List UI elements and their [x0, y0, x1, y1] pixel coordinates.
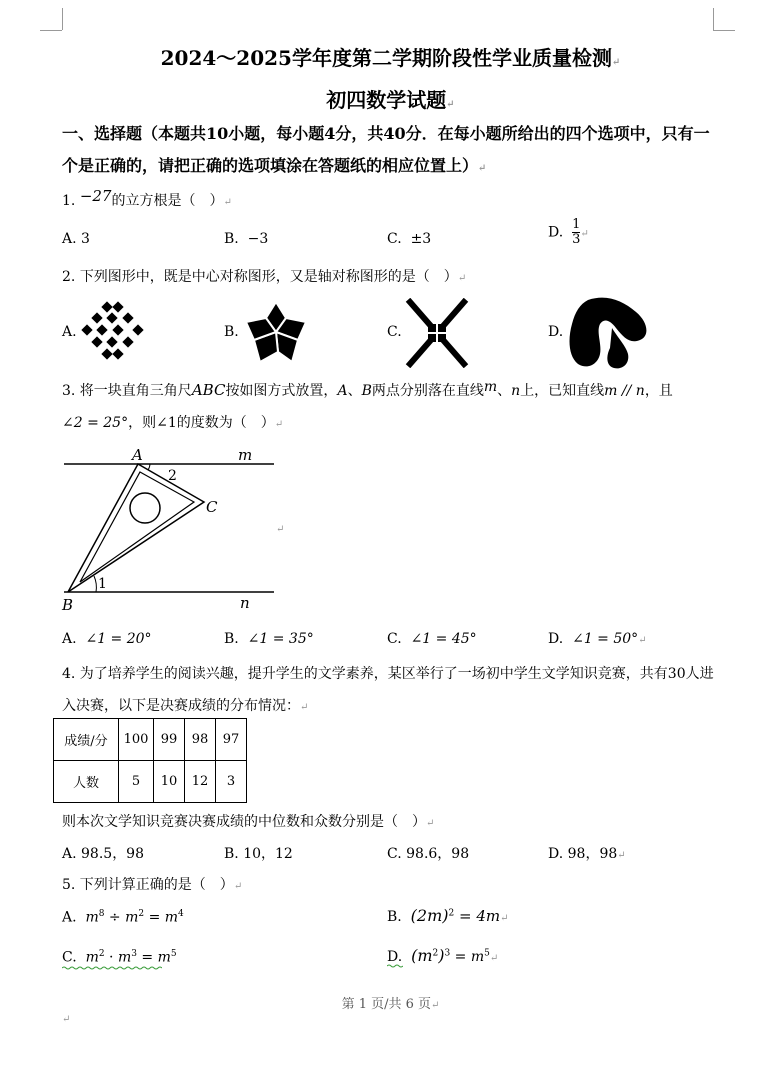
page-title: 2024～2025学年度第二学期阶段性学业质量检测↵: [160, 46, 621, 70]
q2-option-b[interactable]: B.: [224, 324, 239, 340]
crop-mark-left-v: [62, 8, 63, 30]
table-cell: 12: [185, 761, 216, 803]
table-cell: 99: [154, 719, 185, 761]
question-3-line2: ∠2 = 25°，则∠1的度数为（ ）↵: [62, 415, 284, 431]
table-row: [54, 761, 247, 803]
q5-option-b[interactable]: B. $(2m)^2$ = 4m↵: [387, 906, 509, 925]
spellcheck-underline: [387, 964, 403, 968]
q4-option-b[interactable]: B. 10，12: [224, 846, 293, 862]
q5-option-d[interactable]: D. $(m^2)^3$ = $m^5↵$: [387, 946, 499, 965]
q3-option-c[interactable]: C. ∠1 = 45°: [387, 631, 477, 647]
q1-option-c[interactable]: C. ±3: [387, 231, 432, 247]
question-4-prompt: 则本次文学知识竞赛决赛成绩的中位数和众数分别是（ ）↵: [62, 814, 435, 830]
q2-option-c[interactable]: C.: [387, 324, 402, 340]
section-instructions: 一、选择题（本题共10小题，每小题4分，共40分．在每小题所给出的四个选项中，只有一个是正确的，请把正确的选项填涂在答题纸的相应位置上）↵: [62, 124, 710, 175]
q5-option-c[interactable]: C. $m^2 \cdot m^3 = m^5$: [62, 949, 177, 966]
figure-a-diamond-chevrons: [80, 300, 150, 364]
table-header-cell: 人数: [54, 761, 119, 803]
table-row: [54, 719, 247, 761]
crop-mark-right-v: [713, 8, 714, 30]
figure-b-pentagon-star: [242, 300, 310, 366]
spellcheck-underline: [62, 966, 162, 970]
crop-mark-right-h: [713, 30, 735, 31]
q1-option-a[interactable]: A. 3: [62, 231, 90, 247]
q5-option-a[interactable]: A. $m^8 \div m^2 = m^4$: [62, 909, 184, 926]
q4-option-c[interactable]: C. 98.6，98: [387, 846, 470, 862]
q4-option-d[interactable]: D. 98，98↵: [548, 846, 626, 862]
crop-mark-left-h: [40, 30, 62, 31]
table-cell: 10: [154, 761, 185, 803]
figure-d-blob-shape: [566, 294, 652, 372]
table-cell: 5: [119, 761, 154, 803]
question-3-line1: 3. 将一块直角三角尺ABC按如图方式放置，A、B两点分别落在直线m、n上，已知直线m // n，且: [62, 379, 673, 399]
label-c: C: [206, 498, 218, 516]
table-cell: 98: [185, 719, 216, 761]
q1-option-b[interactable]: B. −3: [224, 231, 269, 247]
question-5: 5. 下列计算正确的是（ ）↵: [62, 877, 243, 893]
q1-option-d[interactable]: D. $\frac{1}{3}$ ↵: [548, 217, 589, 247]
label-m: m: [238, 446, 253, 464]
label-a: A: [132, 446, 143, 464]
question-2: 2. 下列图形中，既是中心对称图形，又是轴对称图形的是（ ）↵: [62, 269, 467, 285]
score-distribution-table: [53, 718, 247, 803]
para-mark: ↵: [276, 524, 285, 535]
label-n: n: [240, 594, 250, 612]
figure-c-cross-x: [404, 298, 470, 368]
question-1: 1. −27的立方根是（ ）↵: [62, 187, 232, 209]
q2-option-a[interactable]: A.: [62, 324, 77, 340]
label-angle-1: 1: [98, 576, 107, 592]
triangle-figure: [58, 442, 288, 614]
q3-option-d[interactable]: D. ∠1 = 50°↵: [548, 631, 647, 647]
label-angle-2: 2: [168, 468, 177, 484]
fraction-one-third: $\frac{1}{3}$: [572, 217, 581, 247]
para-mark: ↵: [62, 1014, 71, 1025]
table-cell: 97: [216, 719, 247, 761]
table-header-cell: 成绩/分: [54, 719, 119, 761]
table-cell: 3: [216, 761, 247, 803]
question-4-line2: 入决赛，以下是决赛成绩的分布情况：↵: [62, 698, 309, 714]
question-4-line1: 4. 为了培养学生的阅读兴趣，提升学生的文学素养，某区举行了一场初中学生文学知识竞赛，共有30人进: [62, 666, 714, 682]
q3-option-a[interactable]: A. ∠1 = 20°: [62, 631, 152, 647]
page-footer: 第 1 页/共 6 页↵: [341, 997, 440, 1012]
label-b: B: [62, 596, 74, 614]
q3-option-b[interactable]: B. ∠1 = 35°: [224, 631, 314, 647]
table-cell: 100: [119, 719, 154, 761]
q4-option-a[interactable]: A. 98.5，98: [62, 846, 145, 862]
page-subtitle: 初四数学试题↵: [326, 88, 455, 112]
q2-option-d[interactable]: D.: [548, 324, 564, 340]
